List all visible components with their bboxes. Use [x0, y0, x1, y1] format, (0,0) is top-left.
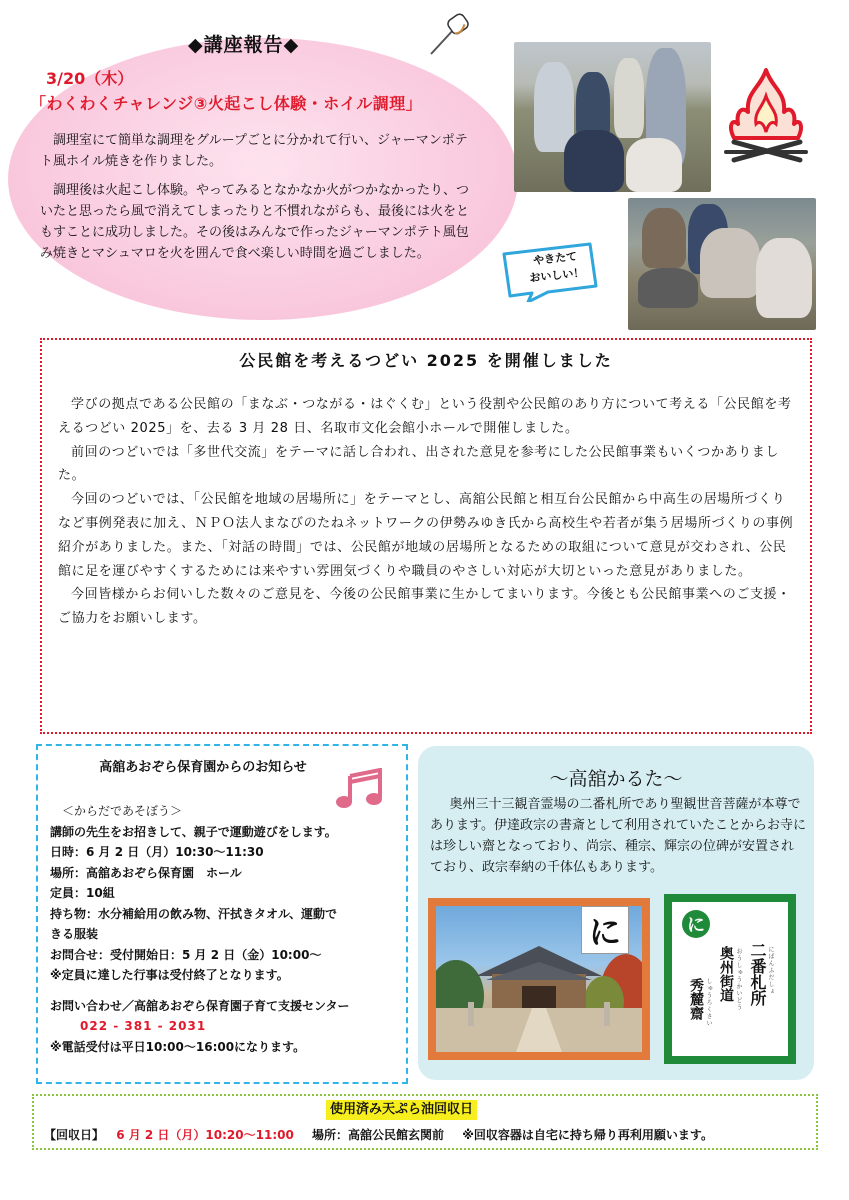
event-description: 講師の先生をお招きして、親子で運動遊びをします。: [50, 824, 337, 839]
karuta-card: [664, 894, 796, 1064]
oil-date: 6 月 2 日（月）10:20～11:00: [116, 1128, 294, 1142]
report-heading: ◆講座報告◆: [188, 34, 300, 56]
event-datetime: 日時：6 月 2 日（月）10:30～11:30: [50, 845, 264, 859]
contact-phone: 022 - 381 - 2031: [80, 1019, 207, 1033]
photo-kana-tile: に: [581, 906, 629, 954]
tsudoi-section: [40, 338, 812, 734]
oil-note: ※回収容器は自宅に持ち帰り再利用願います。: [462, 1128, 713, 1142]
oil-label: 【回収日】: [44, 1128, 105, 1142]
card-ruby-3: しゅうろくさい: [705, 978, 712, 1027]
event-name: ＜からだであそぼう＞: [62, 804, 183, 818]
karuta-text: 奥州三十三観音霊場の二番札所であり聖観世音菩薩が本尊であります。伊達政宗の書斎として利用されていたことからお寺には珍しい齋となっており、尚宗、種宗、輝宗の位碑が安置されており、政宗奉納の千体仏もあります。: [430, 797, 806, 875]
report-date: 3/20（木）: [46, 69, 134, 88]
event-capacity: 定員：10組: [50, 886, 115, 900]
report-course-title: 「わくわくチャレンジ③火起こし体験・ホイル調理」: [30, 94, 423, 113]
card-line-2: 奥州街道: [718, 946, 734, 1002]
tsudoi-title: 公民館を考えるつどい 2025 を開催しました: [239, 351, 613, 370]
campfire-icon: [720, 66, 812, 166]
marshmallow-icon: [425, 10, 475, 60]
eating-photo: [628, 198, 816, 330]
oil-place: 場所：高舘公民館玄関前: [312, 1128, 445, 1142]
karuta-title: ～高舘かるた～: [549, 768, 683, 790]
report-text: [40, 130, 480, 264]
bubble-line-1: やきたて: [532, 249, 578, 268]
bubble-line-2: おいしい！: [528, 266, 585, 285]
card-ruby-1: にばんふだしょ: [767, 946, 774, 995]
oil-collection-title: 使用済み天ぷら油回収日: [326, 1100, 477, 1120]
report-paragraph: 調理室にて簡単な調理をグループごとに分かれて行い、ジャーマンポテト風ホイル焼きを作りました。: [40, 133, 468, 169]
hoikuen-details: [50, 801, 396, 1057]
fire-activity-photo: [514, 42, 711, 192]
phone-hours: ※電話受付は平日10:00～16:00になります。: [50, 1039, 306, 1054]
tsudoi-paragraph: 今回皆様からお伺いした数々のご意見を、今後の公民館事業に生かしてまいります。今後とも公民館事業へのご支援・ご協力をお願いします。: [58, 587, 791, 627]
event-inquiry: お問合せ：受付開始日：5 月 2 日（金）10:00～: [50, 947, 322, 962]
contact-line: お問い合わせ／高舘あおぞら保育園子育て支援センター: [50, 998, 350, 1013]
card-line-1: 二番札所: [748, 942, 767, 1006]
event-place: 場所：高舘あおぞら保育園 ホール: [50, 865, 242, 880]
tsudoi-paragraph: 学びの拠点である公民館の「まなぶ・つながる・はぐくむ」という役割や公民館のあり方について考える「公民館を考えるつどい 2025」を、去る 3 月 28 日、名取市文化会館小ホールで開催しました。: [58, 397, 792, 436]
hoikuen-notice: [36, 744, 408, 1084]
hoikuen-title: 高舘あおぞら保育園からのお知らせ: [99, 760, 307, 775]
tsudoi-text: [58, 393, 794, 631]
oil-collection-details: [44, 1126, 713, 1144]
music-note-icon: [334, 768, 386, 810]
event-note: ※定員に達した行事は受付終了となります。: [50, 968, 289, 982]
event-belongings: 持ち物：水分補給用の飲み物、汗拭きタオル、運動で: [50, 906, 338, 921]
card-line-3: 秀麓齋: [688, 978, 704, 1020]
event-belongings-cont: きる服装: [50, 927, 99, 941]
report-paragraph: 調理後は火起こし体験。やってみるとなかなか火がつかなかったり、ついたと思ったら風で消えてしまったりと不慣れながらも、最後には火をともすことに成功しました。その後はみんなで作ったジャーマンポテト風包み焼きとマシュマロを火を囲んで食べ楽しい時間を過ごしました。: [40, 183, 470, 261]
tsudoi-paragraph: 前回のつどいでは「多世代交流」をテーマに話し合われ、出された意見を参考にした公民館事業もいくつかありました。: [58, 444, 779, 484]
tsudoi-paragraph: 今回のつどいでは、「公民館を地域の居場所に」をテーマとし、高舘公民館と相互台公民館から中高生の居場所づくりなど事例発表に加え、ＮＰＯ法人まなびのたねネットワークの伊勢みゆき氏から高校生や若者が集う居場所づくりの事例紹介がありました。また、「対話の時間」では、公民館が地域の居場所となるための取組について意見が交わされ、公民館に足を運びやすくするためには来やすい雰囲気づくりや職員のやさしい対応が大切といった意見がありました。: [58, 492, 794, 579]
card-ruby-2: おうしゅうかいどう: [735, 948, 742, 1011]
card-kana-badge: に: [682, 910, 710, 938]
